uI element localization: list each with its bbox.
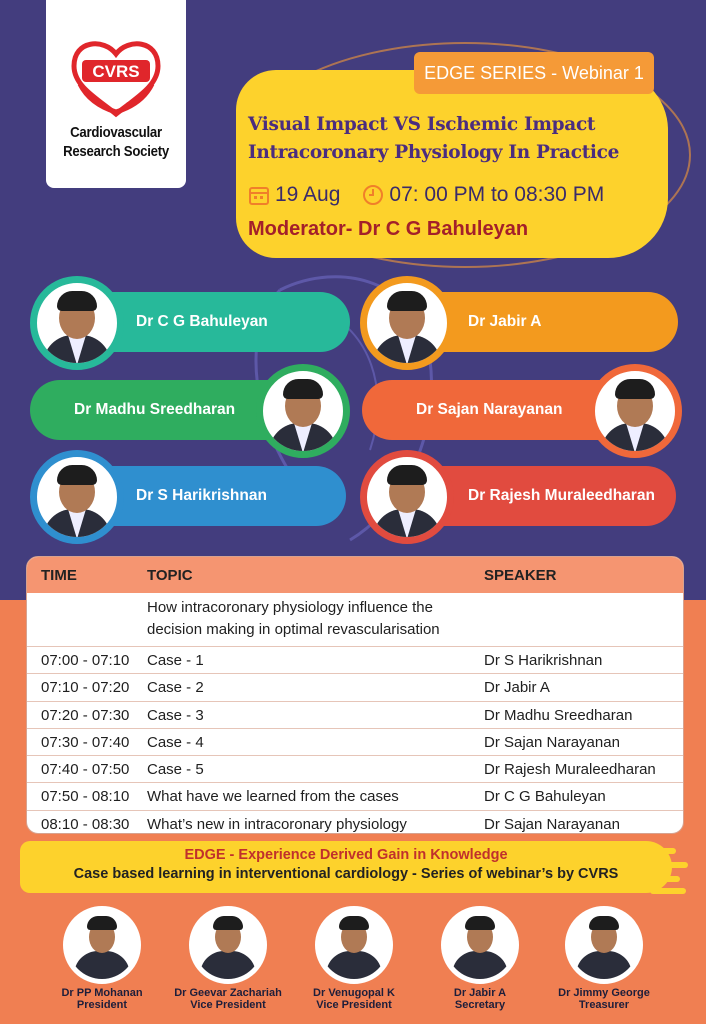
- schedule-table: [26, 556, 684, 834]
- row-speaker: Dr Rajesh Muraleedharan: [484, 761, 656, 779]
- officer-photo: [189, 906, 267, 984]
- speaker-photo: [256, 364, 350, 458]
- officer-name: Dr PP Mohanan: [61, 987, 143, 999]
- speaker-photo: [588, 364, 682, 458]
- speaker-name: Dr Jabir A: [468, 313, 542, 330]
- officer-card: [544, 906, 664, 1011]
- speaker-name: Dr Rajesh Muraleedharan: [468, 487, 655, 504]
- row-topic: Case - 5: [147, 761, 204, 779]
- webinar-date: 19 Aug: [275, 183, 341, 206]
- table-row-intro: [27, 593, 683, 646]
- row-speaker: Dr Jabir A: [484, 679, 550, 697]
- row-topic: What’s new in intracoronary physiology: [147, 815, 407, 833]
- decorative-dash: [628, 876, 680, 882]
- row-speaker: Dr Sajan Narayanan: [484, 815, 620, 833]
- series-tag: EDGE SERIES - Webinar 1: [414, 52, 654, 94]
- header-speaker: SPEAKER: [484, 566, 557, 584]
- date-time-row: [248, 183, 604, 207]
- row-time: 07:00 - 07:10: [41, 652, 130, 669]
- edge-banner: [20, 841, 672, 893]
- row-time: 07:40 - 07:50: [41, 761, 130, 779]
- speaker-photo: [360, 450, 454, 544]
- row-topic: Case - 4: [147, 733, 204, 751]
- officer-name: Dr Jimmy George: [558, 987, 650, 999]
- decorative-dash: [644, 862, 688, 868]
- officer-name: Dr Geevar Zachariah: [174, 987, 282, 999]
- table-header: [27, 557, 683, 593]
- row-speaker: Dr C G Bahuleyan: [484, 788, 606, 806]
- heart-hands-icon: [60, 34, 172, 118]
- speaker-photo: [360, 276, 454, 370]
- speaker-photo: [30, 450, 124, 544]
- decorative-dash: [620, 848, 676, 854]
- moderator: Moderator- Dr C G Bahuleyan: [248, 218, 529, 240]
- edge-title: EDGE - Experience Derived Gain in Knowledge: [184, 847, 508, 863]
- table-row: [27, 728, 683, 755]
- officer-photo: [315, 906, 393, 984]
- officer-role: Vice President: [190, 999, 266, 1011]
- speaker-name: Dr Madhu Sreedharan: [74, 401, 236, 418]
- header-time: TIME: [41, 566, 77, 584]
- officer-card: [42, 906, 162, 1011]
- edge-subtitle: Case based learning in interventional cardiology - Series of webinar’s by CVRS: [73, 866, 619, 882]
- table-row: [27, 646, 683, 673]
- decorative-dash: [650, 888, 686, 894]
- officer-name: Dr Jabir A: [453, 987, 507, 999]
- speaker-name: Dr C G Bahuleyan: [136, 313, 268, 330]
- header-topic: TOPIC: [147, 566, 193, 584]
- officer-card: [294, 906, 414, 1011]
- row-time: 08:10 - 08:30: [41, 815, 130, 833]
- table-row: [27, 810, 683, 834]
- speaker-name: Dr Sajan Narayanan: [416, 401, 563, 418]
- officer-card: [420, 906, 540, 1011]
- table-row: [27, 701, 683, 728]
- org-name-line1: Cardiovascular: [70, 124, 162, 141]
- officer-photo: [63, 906, 141, 984]
- officer-card: [168, 906, 288, 1011]
- table-row: [27, 782, 683, 809]
- calendar-icon: [248, 184, 270, 206]
- logo-badge-text: CVRS: [92, 62, 140, 81]
- speaker-photo: [30, 276, 124, 370]
- speaker-name: Dr S Harikrishnan: [136, 487, 267, 504]
- row-time: 07:30 - 07:40: [41, 733, 130, 751]
- intro-topic: How intracoronary physiology influence the decision making in optimal revascularisation: [147, 599, 440, 638]
- row-topic: Case - 1: [147, 652, 204, 669]
- clock-icon: [362, 184, 384, 206]
- row-topic: Case - 2: [147, 679, 204, 697]
- officer-photo: [441, 906, 519, 984]
- org-name-line2: Research Society: [63, 143, 169, 160]
- cvrs-logo: [46, 0, 186, 188]
- webinar-title-line2: Intracoronary Physiology In Practice: [248, 142, 620, 163]
- row-time: 07:50 - 08:10: [41, 788, 130, 806]
- row-topic: Case - 3: [147, 706, 204, 724]
- table-row: [27, 673, 683, 700]
- officer-role: Treasurer: [578, 999, 630, 1011]
- webinar-title-line1: Visual Impact VS Ischemic Impact: [248, 114, 596, 135]
- officer-name: Dr Venugopal K: [313, 987, 395, 999]
- row-speaker: Dr Madhu Sreedharan: [484, 706, 633, 724]
- webinar-time: 07: 00 PM to 08:30 PM: [389, 183, 605, 206]
- officer-photo: [565, 906, 643, 984]
- table-row: [27, 755, 683, 782]
- row-time: 07:20 - 07:30: [41, 706, 130, 724]
- row-speaker: Dr S Harikrishnan: [484, 652, 603, 669]
- row-speaker: Dr Sajan Narayanan: [484, 733, 620, 751]
- officer-role: Secretary: [454, 999, 506, 1011]
- row-time: 07:10 - 07:20: [41, 679, 130, 697]
- officer-role: President: [76, 999, 128, 1011]
- row-topic: What have we learned from the cases: [147, 788, 399, 806]
- officer-role: Vice President: [316, 999, 392, 1011]
